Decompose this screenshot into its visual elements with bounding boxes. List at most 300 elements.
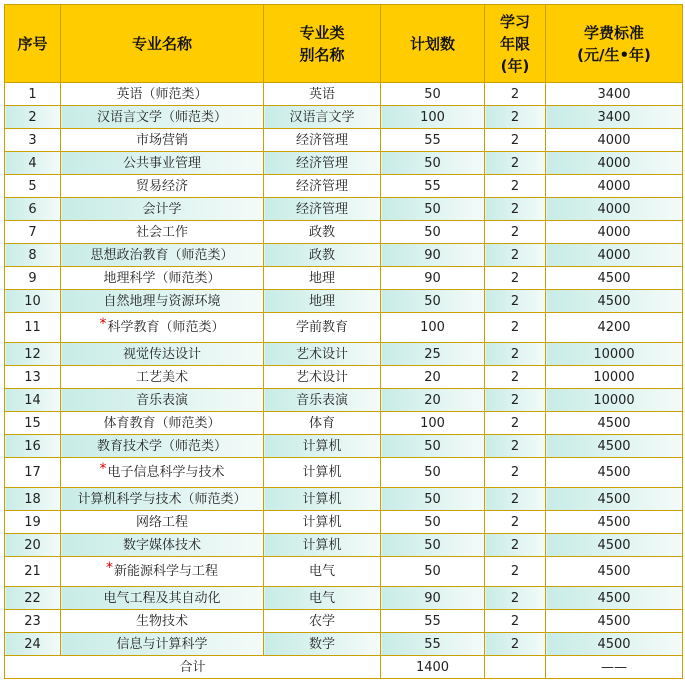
study-years-text: 2 xyxy=(510,465,520,480)
asterisk-mark: * xyxy=(99,316,107,332)
major-name xyxy=(61,290,264,313)
header-text: 计划数 xyxy=(409,34,455,53)
study-years-text: 2 xyxy=(510,247,520,263)
major-name-text: 工艺美术 xyxy=(135,369,188,385)
row-number-text: 9 xyxy=(28,270,37,286)
tuition-fee-text: 4000 xyxy=(597,201,631,217)
table-row xyxy=(5,244,683,267)
category-name-text: 经济管理 xyxy=(295,155,348,171)
plan-count xyxy=(381,83,485,106)
study-years xyxy=(485,610,546,633)
row-number-text: 7 xyxy=(28,224,37,240)
study-years-text: 2 xyxy=(510,346,520,362)
row-number xyxy=(5,221,61,244)
tuition-fee xyxy=(546,587,683,610)
tuition-fee xyxy=(546,488,683,511)
plan-count xyxy=(381,221,485,244)
category-name xyxy=(264,83,381,106)
study-years xyxy=(485,221,546,244)
tuition-fee-text: 4500 xyxy=(597,491,631,507)
tuition-fee xyxy=(546,106,683,129)
row-number xyxy=(5,557,61,587)
study-years-text: 2 xyxy=(510,109,520,125)
table-row xyxy=(5,221,683,244)
major-name xyxy=(61,83,264,106)
row-number xyxy=(5,511,61,534)
plan-count xyxy=(381,511,485,534)
plan-count xyxy=(381,267,485,290)
row-number xyxy=(5,610,61,633)
category-name xyxy=(264,435,381,458)
row-number xyxy=(5,83,61,106)
plan-count-text: 55 xyxy=(424,178,441,194)
row-number-text: 6 xyxy=(28,201,37,217)
row-number xyxy=(5,129,61,152)
category-name-text: 汉语言文学 xyxy=(289,109,355,125)
table-row xyxy=(5,152,683,175)
plan-count xyxy=(381,412,485,435)
plan-count-text: 50 xyxy=(424,491,441,507)
plan-count-text: 50 xyxy=(424,465,441,480)
category-name-text: 英语 xyxy=(308,86,335,102)
tuition-fee-text: 4000 xyxy=(597,178,631,194)
category-name-text: 计算机 xyxy=(302,465,342,480)
tuition-fee-text: 4500 xyxy=(597,564,631,579)
category-name-text: 地理 xyxy=(308,293,335,309)
plan-count-text: 50 xyxy=(424,537,441,553)
tuition-fee xyxy=(546,175,683,198)
study-years-text: 2 xyxy=(510,86,520,102)
major-name xyxy=(61,313,264,343)
table-row xyxy=(5,343,683,366)
plan-count-text: 55 xyxy=(424,132,441,148)
major-name-text: 贸易经济 xyxy=(135,178,188,194)
header-major-name xyxy=(61,5,264,83)
category-name-text: 经济管理 xyxy=(295,178,348,194)
major-name xyxy=(61,267,264,290)
tuition-fee xyxy=(546,267,683,290)
tuition-fee xyxy=(546,366,683,389)
table-row xyxy=(5,106,683,129)
row-number-text: 24 xyxy=(24,636,41,652)
row-number xyxy=(5,244,61,267)
study-years xyxy=(485,267,546,290)
tuition-fee xyxy=(546,83,683,106)
tuition-fee-text: 4500 xyxy=(597,293,631,309)
header-text: 专业类 别名称 xyxy=(299,23,345,64)
asterisk-mark: * xyxy=(99,461,107,477)
table-row xyxy=(5,389,683,412)
major-name xyxy=(61,557,264,587)
category-name xyxy=(264,511,381,534)
major-name xyxy=(61,175,264,198)
study-years xyxy=(485,587,546,610)
study-years xyxy=(485,152,546,175)
table-row xyxy=(5,488,683,511)
study-years xyxy=(485,534,546,557)
plan-count xyxy=(381,458,485,488)
major-name xyxy=(61,343,264,366)
tuition-fee xyxy=(546,610,683,633)
plan-count-text: 50 xyxy=(424,293,441,309)
study-years-text: 2 xyxy=(510,392,520,408)
table-body xyxy=(5,83,683,679)
plan-count-text: 50 xyxy=(424,224,441,240)
major-name-text: 思想政治教育（师范类） xyxy=(90,247,234,263)
table-row xyxy=(5,458,683,488)
study-years-text: 2 xyxy=(510,224,520,240)
major-name-text: 电气工程及其自动化 xyxy=(103,590,221,606)
tuition-fee-text: 4000 xyxy=(597,224,631,240)
plan-count xyxy=(381,290,485,313)
study-years-text: 2 xyxy=(510,491,520,507)
category-name xyxy=(264,412,381,435)
major-name xyxy=(61,244,264,267)
category-name xyxy=(264,557,381,587)
row-number-text: 19 xyxy=(24,514,41,530)
header-row xyxy=(5,5,683,83)
row-number-text: 14 xyxy=(24,392,41,408)
row-number-text: 17 xyxy=(24,465,41,480)
plan-count xyxy=(381,610,485,633)
major-name xyxy=(61,129,264,152)
category-name xyxy=(264,534,381,557)
study-years xyxy=(485,366,546,389)
plan-count xyxy=(381,343,485,366)
plan-count xyxy=(381,366,485,389)
tuition-fee-text: 4500 xyxy=(597,415,631,431)
row-number xyxy=(5,313,61,343)
category-name xyxy=(264,458,381,488)
major-name-text: 自然地理与资源环境 xyxy=(103,293,221,309)
category-name-text: 政教 xyxy=(308,224,335,240)
major-name-text: 汉语言文学（师范类） xyxy=(96,109,227,125)
table-row xyxy=(5,267,683,290)
row-number xyxy=(5,412,61,435)
major-name xyxy=(61,106,264,129)
plan-count xyxy=(381,198,485,221)
category-name-text: 数学 xyxy=(308,636,335,652)
plan-count-text: 90 xyxy=(424,247,441,263)
study-years-text: 2 xyxy=(510,537,520,553)
tuition-fee xyxy=(546,557,683,587)
tuition-fee-text: 4000 xyxy=(597,247,631,263)
plan-count-text: 20 xyxy=(424,369,441,385)
category-name xyxy=(264,152,381,175)
plan-count xyxy=(381,152,485,175)
tuition-fee-text: 4500 xyxy=(597,438,631,454)
total-years xyxy=(485,656,546,679)
table-row xyxy=(5,435,683,458)
category-name-text: 体育 xyxy=(308,415,335,431)
row-number xyxy=(5,587,61,610)
total-plan: 1400 xyxy=(381,656,485,679)
major-name-text: 地理科学（师范类） xyxy=(103,270,221,286)
study-years xyxy=(485,244,546,267)
header-plan xyxy=(381,5,485,83)
row-number xyxy=(5,290,61,313)
row-number-text: 11 xyxy=(24,320,41,335)
major-name-text: 电子信息科学与技术 xyxy=(107,465,225,480)
category-name-text: 电气 xyxy=(308,590,335,606)
study-years xyxy=(485,106,546,129)
tuition-fee xyxy=(546,129,683,152)
study-years-text: 2 xyxy=(510,178,520,194)
major-name-text: 新能源科学与工程 xyxy=(113,564,218,579)
study-years xyxy=(485,633,546,656)
row-number-text: 16 xyxy=(24,438,41,454)
tuition-fee xyxy=(546,313,683,343)
major-name-text: 体育教育（师范类） xyxy=(103,415,221,431)
major-name xyxy=(61,458,264,488)
category-name xyxy=(264,198,381,221)
tuition-fee-text: 4500 xyxy=(597,514,631,530)
category-name-text: 电气 xyxy=(308,564,335,579)
major-name xyxy=(61,221,264,244)
major-name xyxy=(61,511,264,534)
plan-count-text: 100 xyxy=(420,320,445,335)
row-number-text: 1 xyxy=(28,86,37,102)
major-name-text: 音乐表演 xyxy=(135,392,188,408)
category-name-text: 艺术设计 xyxy=(295,369,348,385)
plan-count-text: 50 xyxy=(424,155,441,171)
category-name xyxy=(264,175,381,198)
study-years xyxy=(485,129,546,152)
total-label: 合计 xyxy=(5,656,381,679)
category-name xyxy=(264,221,381,244)
study-years-text: 2 xyxy=(510,369,520,385)
table-row xyxy=(5,534,683,557)
plan-count xyxy=(381,244,485,267)
study-years xyxy=(485,83,546,106)
table-row xyxy=(5,83,683,106)
study-years-text: 2 xyxy=(510,293,520,309)
major-name xyxy=(61,366,264,389)
tuition-fee-text: 4500 xyxy=(597,270,631,286)
header-years xyxy=(485,5,546,83)
header-text: 学习 年限 (年) xyxy=(499,12,530,75)
tuition-fee-text: 3400 xyxy=(597,86,631,102)
header-text: 序号 xyxy=(17,34,48,53)
study-years-text: 2 xyxy=(510,132,520,148)
category-name-text: 政教 xyxy=(308,247,335,263)
tuition-fee-text: 4000 xyxy=(597,132,631,148)
study-years xyxy=(485,488,546,511)
major-name-text: 会计学 xyxy=(142,201,182,217)
tuition-fee xyxy=(546,458,683,488)
plan-count xyxy=(381,557,485,587)
plan-count xyxy=(381,389,485,412)
tuition-fee xyxy=(546,633,683,656)
category-name xyxy=(264,244,381,267)
row-number xyxy=(5,343,61,366)
table-row xyxy=(5,175,683,198)
study-years xyxy=(485,198,546,221)
category-name-text: 音乐表演 xyxy=(295,392,348,408)
row-number-text: 13 xyxy=(24,369,41,385)
tuition-fee-text: 4500 xyxy=(597,613,631,629)
study-years-text: 2 xyxy=(510,438,520,454)
row-number-text: 23 xyxy=(24,613,41,629)
major-name xyxy=(61,412,264,435)
tuition-fee xyxy=(546,221,683,244)
plan-count-text: 50 xyxy=(424,564,441,579)
row-number xyxy=(5,198,61,221)
row-number-text: 5 xyxy=(28,178,37,194)
plan-count-text: 50 xyxy=(424,201,441,217)
row-number-text: 10 xyxy=(24,293,41,309)
study-years-text: 2 xyxy=(510,564,520,579)
table-row xyxy=(5,557,683,587)
table-row xyxy=(5,412,683,435)
category-name xyxy=(264,389,381,412)
plan-count xyxy=(381,435,485,458)
category-name xyxy=(264,343,381,366)
tuition-fee-text: 10000 xyxy=(593,369,635,385)
table-row xyxy=(5,129,683,152)
header-text: 专业名称 xyxy=(131,34,192,53)
tuition-fee-text: 4500 xyxy=(597,537,631,553)
plan-count xyxy=(381,633,485,656)
category-name-text: 经济管理 xyxy=(295,132,348,148)
major-name xyxy=(61,610,264,633)
row-number-text: 3 xyxy=(28,132,37,148)
tuition-fee xyxy=(546,435,683,458)
plan-count xyxy=(381,488,485,511)
study-years-text: 2 xyxy=(510,636,520,652)
tuition-fee-text: 4500 xyxy=(597,636,631,652)
category-name-text: 学前教育 xyxy=(295,320,348,335)
tuition-fee xyxy=(546,389,683,412)
row-number-text: 20 xyxy=(24,537,41,553)
table-row xyxy=(5,313,683,343)
category-name xyxy=(264,313,381,343)
major-name-text: 信息与计算科学 xyxy=(116,636,208,652)
plan-count-text: 90 xyxy=(424,270,441,286)
category-name xyxy=(264,106,381,129)
category-name xyxy=(264,290,381,313)
category-name-text: 经济管理 xyxy=(295,201,348,217)
footer-cut-off-text xyxy=(4,682,682,693)
study-years xyxy=(485,557,546,587)
plan-count xyxy=(381,175,485,198)
category-name-text: 计算机 xyxy=(302,438,342,454)
tuition-fee xyxy=(546,511,683,534)
category-name xyxy=(264,633,381,656)
row-number-text: 2 xyxy=(28,109,37,125)
category-name-text: 计算机 xyxy=(302,514,342,530)
plan-count-text: 55 xyxy=(424,613,441,629)
plan-count-text: 50 xyxy=(424,86,441,102)
study-years xyxy=(485,412,546,435)
study-years xyxy=(485,290,546,313)
plan-count-text: 55 xyxy=(424,636,441,652)
major-name xyxy=(61,435,264,458)
major-name-text: 公共事业管理 xyxy=(122,155,201,171)
plan-count-text: 100 xyxy=(420,109,445,125)
category-name xyxy=(264,488,381,511)
major-name-text: 社会工作 xyxy=(135,224,188,240)
major-name xyxy=(61,198,264,221)
major-name xyxy=(61,587,264,610)
row-number xyxy=(5,389,61,412)
total-row xyxy=(5,656,683,679)
study-years xyxy=(485,435,546,458)
tuition-fee xyxy=(546,343,683,366)
plan-count-text: 50 xyxy=(424,438,441,454)
row-number xyxy=(5,633,61,656)
tuition-fee xyxy=(546,198,683,221)
tuition-fee-text: 10000 xyxy=(593,346,635,362)
major-name xyxy=(61,633,264,656)
study-years-text: 2 xyxy=(510,270,520,286)
tuition-fee xyxy=(546,534,683,557)
major-name-text: 计算机科学与技术（师范类） xyxy=(77,491,247,507)
row-number-text: 4 xyxy=(28,155,37,171)
study-years-text: 2 xyxy=(510,590,520,606)
row-number xyxy=(5,267,61,290)
study-years-text: 2 xyxy=(510,320,520,335)
plan-count xyxy=(381,534,485,557)
category-name-text: 农学 xyxy=(308,613,335,629)
row-number-text: 21 xyxy=(24,564,41,579)
tuition-fee xyxy=(546,244,683,267)
study-years xyxy=(485,458,546,488)
header-category xyxy=(264,5,381,83)
plan-count-text: 90 xyxy=(424,590,441,606)
row-number xyxy=(5,106,61,129)
category-name xyxy=(264,366,381,389)
total-fee: —— xyxy=(546,656,683,679)
category-name-text: 地理 xyxy=(308,270,335,286)
plan-count xyxy=(381,313,485,343)
row-number-text: 18 xyxy=(24,491,41,507)
category-name-text: 计算机 xyxy=(302,537,342,553)
row-number-text: 15 xyxy=(24,415,41,431)
study-years xyxy=(485,511,546,534)
major-name-text: 科学教育（师范类） xyxy=(107,320,225,335)
tuition-fee-text: 10000 xyxy=(593,392,635,408)
major-name-text: 视觉传达设计 xyxy=(122,346,201,362)
asterisk-mark: * xyxy=(105,560,113,576)
major-name xyxy=(61,534,264,557)
category-name xyxy=(264,267,381,290)
major-name xyxy=(61,389,264,412)
table-row xyxy=(5,198,683,221)
major-name-text: 数字媒体技术 xyxy=(122,537,201,553)
enrollment-plan-table xyxy=(4,4,683,679)
study-years-text: 2 xyxy=(510,201,520,217)
plan-count-text: 100 xyxy=(420,415,445,431)
plan-count xyxy=(381,106,485,129)
study-years-text: 2 xyxy=(510,155,520,171)
tuition-fee-text: 4000 xyxy=(597,155,631,171)
row-number-text: 22 xyxy=(24,590,41,606)
tuition-fee xyxy=(546,152,683,175)
header-text: 学费标准 (元/生•年) xyxy=(577,23,651,64)
major-name xyxy=(61,488,264,511)
table-row xyxy=(5,511,683,534)
plan-count-text: 20 xyxy=(424,392,441,408)
tuition-fee-text: 4500 xyxy=(597,590,631,606)
study-years xyxy=(485,343,546,366)
tuition-fee-text: 3400 xyxy=(597,109,631,125)
tuition-fee-text: 4500 xyxy=(597,465,631,480)
major-name-text: 生物技术 xyxy=(135,613,188,629)
major-name-text: 教育技术学（师范类） xyxy=(96,438,227,454)
row-number xyxy=(5,175,61,198)
table-row xyxy=(5,366,683,389)
